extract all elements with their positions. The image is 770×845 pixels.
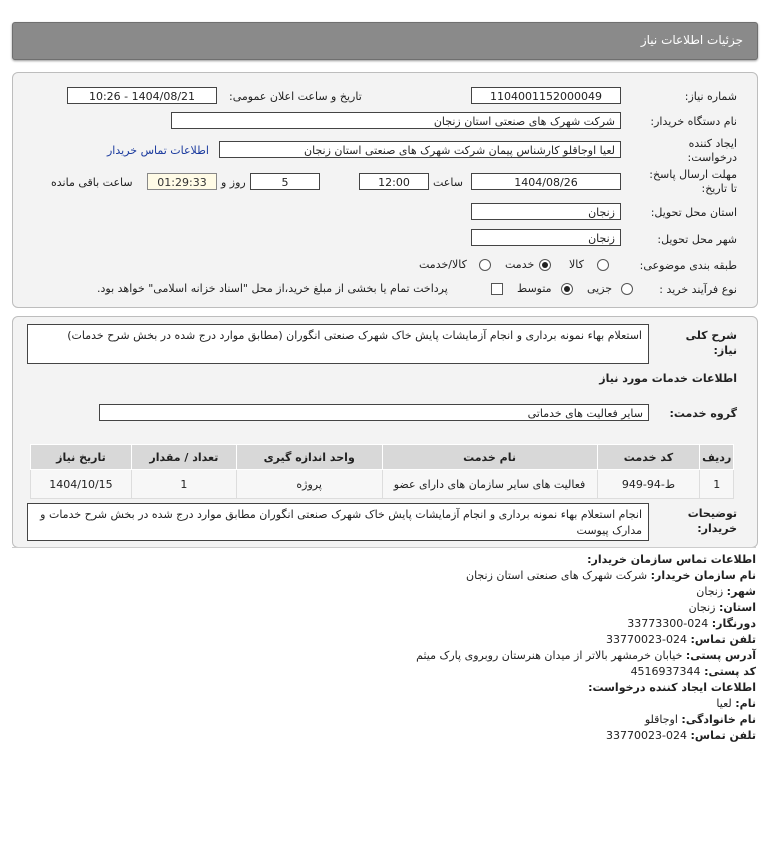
days-label: روز و <box>221 176 246 189</box>
cell-code: ط-94-949 <box>597 470 700 499</box>
category-option-service: خدمت <box>505 258 535 271</box>
divider <box>12 547 756 548</box>
cell-date: 1404/10/15 <box>31 470 132 499</box>
announce-field: 1404/08/21 - 10:26 <box>67 87 217 104</box>
services-panel <box>12 316 758 548</box>
announce-label: تاریخ و ساعت اعلان عمومی: <box>229 90 362 103</box>
contact-phone: تلفن تماس: 024-33770023 <box>606 633 756 646</box>
creator-family: نام خانوادگی: اوجاقلو <box>644 713 756 726</box>
buyer-contact-link[interactable]: اطلاعات تماس خریدار <box>107 144 209 157</box>
province-field: زنجان <box>471 203 621 220</box>
category-radio-goods[interactable] <box>597 259 609 271</box>
creator-name: نام: لعیا <box>716 697 756 710</box>
service-group-label: گروه خدمت: <box>669 407 737 420</box>
need-number-label: شماره نیاز: <box>684 90 737 103</box>
col-qty-header: تعداد / مقدار <box>131 445 236 470</box>
payment-note: پرداخت تمام یا بخشی از مبلغ خرید،از محل "اسناد خزانه اسلامی" خواهد بود. <box>97 282 448 295</box>
days-field: 5 <box>250 173 320 190</box>
process-label: نوع فرآیند خرید : <box>659 283 737 296</box>
process-option-medium: متوسط <box>517 282 552 295</box>
deadline-date-field: 1404/08/26 <box>471 173 621 190</box>
creator-label-2: درخواست: <box>687 151 737 164</box>
remaining-label: ساعت باقی مانده <box>51 176 133 189</box>
deadline-label-2: تا تاریخ: <box>701 182 737 195</box>
contact-province: استان: زنجان <box>688 601 756 614</box>
creator-title: اطلاعات ایجاد کننده درخواست: <box>588 681 756 694</box>
category-radio-service[interactable] <box>539 259 551 271</box>
deadline-time-field: 12:00 <box>359 173 429 190</box>
col-unit-header: واحد اندازه گیری <box>236 445 382 470</box>
need-info-panel <box>12 72 758 308</box>
process-radio-minor[interactable] <box>621 283 633 295</box>
contact-postal: کد پستی: 4516937344 <box>630 665 756 678</box>
table-row <box>31 470 734 499</box>
category-option-goods: کالا <box>569 258 584 271</box>
category-label: طبقه بندی موضوعی: <box>639 259 737 272</box>
city-label: شهر محل تحویل: <box>657 233 737 246</box>
process-option-minor: جزیی <box>587 282 613 295</box>
creator-phone: تلفن تماس: 024-33770023 <box>606 729 756 742</box>
summary-label-2: نیاز: <box>713 344 737 357</box>
time-label: ساعت <box>433 176 463 189</box>
contact-address: آدرس پستی: خیابان خرمشهر بالاتر از میدان هنرستان روبروی پارک میثم <box>416 649 756 662</box>
buyer-notes-label-2: خریدار: <box>697 522 737 535</box>
service-group-field: سایر فعالیت های خدماتی <box>99 404 649 421</box>
summary-text: استعلام بهاء نمونه برداری و انجام آزمایشات پایش خاک شهرک صنعتی انگوران (مطابق موارد درج شده در بخش شرح خدمات) <box>27 324 649 364</box>
page-header <box>12 22 758 60</box>
treasury-payment-checkbox[interactable] <box>491 283 503 295</box>
buyer-org-label: نام دستگاه خریدار: <box>650 115 737 128</box>
cell-qty: 1 <box>131 470 236 499</box>
summary-label: شرح کلی <box>685 329 737 342</box>
page-title: جزئیات اطلاعات نیاز <box>640 33 743 47</box>
need-number-field: 1104001152000049 <box>471 87 621 104</box>
col-name-header: نام خدمت <box>382 445 597 470</box>
cell-name: فعالیت های سایر سازمان های دارای عضو <box>382 470 597 499</box>
buyer-org-field: شرکت شهرک های صنعتی استان زنجان <box>171 112 621 129</box>
contact-org: نام سازمان خریدار: شرکت شهرک های صنعتی استان زنجان <box>465 569 756 582</box>
province-label: استان محل تحویل: <box>650 206 737 219</box>
deadline-label: مهلت ارسال پاسخ: <box>649 168 737 181</box>
col-code-header: کد خدمت <box>597 445 700 470</box>
remaining-time-field: 01:29:33 <box>147 173 217 190</box>
creator-field: لعیا اوجاقلو کارشناس پیمان شرکت شهرک های صنعتی استان زنجان <box>219 141 621 158</box>
process-radio-medium[interactable] <box>561 283 573 295</box>
contact-fax: دورنگار: 024-33773300 <box>627 617 756 630</box>
cell-row: 1 <box>700 470 734 499</box>
contact-city: شهر: زنجان <box>696 585 756 598</box>
category-radio-goods-service[interactable] <box>479 259 491 271</box>
col-date-header: تاریخ نیاز <box>31 445 132 470</box>
services-title: اطلاعات خدمات مورد نیاز <box>599 372 737 385</box>
services-table <box>30 444 734 499</box>
col-row-header: ردیف <box>700 445 734 470</box>
buyer-notes-label: توضیحات <box>687 507 737 520</box>
creator-label: ایجاد کننده <box>688 137 737 150</box>
table-header-row <box>31 445 734 470</box>
buyer-notes-text: انجام استعلام بهاء نمونه برداری و انجام آزمایشات پایش خاک شهرک صنعتی انگوران مطابق موارد درج شده در بخش شرح خدمات و مدارک پیوست <box>27 503 649 541</box>
category-option-goods-service: کالا/خدمت <box>419 258 467 271</box>
city-field: زنجان <box>471 229 621 246</box>
contact-title: اطلاعات تماس سازمان خریدار: <box>587 553 756 566</box>
cell-unit: پروژه <box>236 470 382 499</box>
